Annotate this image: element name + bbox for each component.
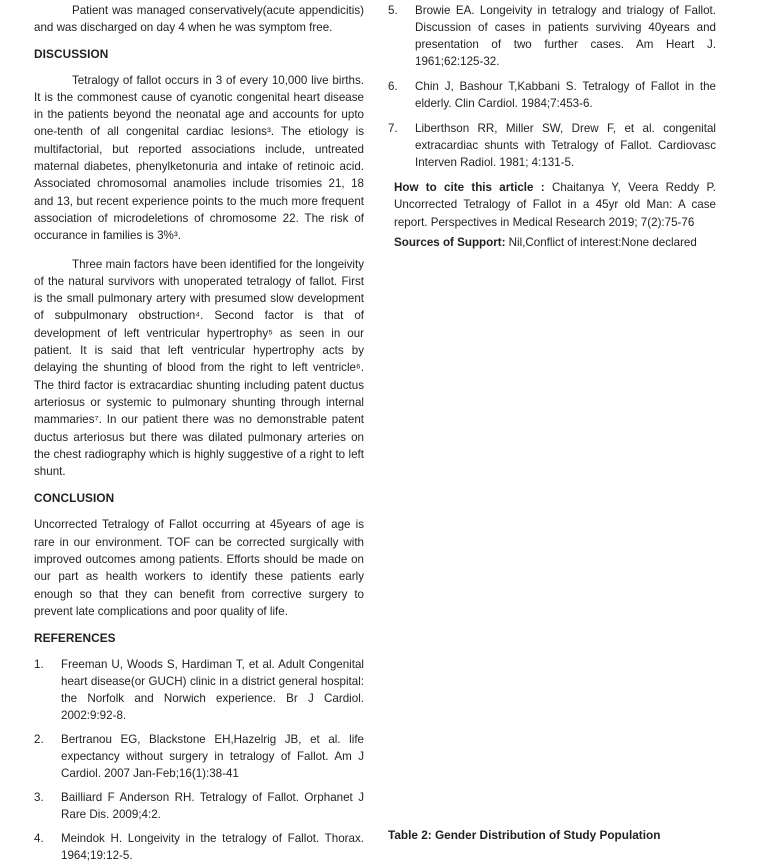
reference-item [388, 2, 716, 70]
intro-paragraph: Patient was managed conservatively(acute appendicitis) and was discharged on day 4 when he was symptom free. [34, 4, 364, 35]
conclusion-heading: CONCLUSION [34, 491, 115, 506]
reference-item [34, 789, 364, 823]
references-list-right [388, 2, 716, 171]
table-caption: Table 2: Gender Distribution of Study Population [388, 828, 661, 842]
reference-item [388, 120, 716, 171]
support-text: Nil,Conflict of interest:None declared [505, 235, 697, 249]
references-list-left [34, 656, 364, 864]
discussion-paragraph-1: Tetralogy of fallot occurs in 3 of every 10,000 live births. It is the commonest cause of cyanotic congenital heart disease in the patients beyond the neonatal age and accounts for upto one-tenth of all congenital cardiac lesions³. The etiology is multifactorial, but reported associations include, untreated maternal diabetes, phenylketonuria and intake of retinoic acid. Associated chromosomal anamolies include trisomies 21, 18 and 13, but recent experience points to the much more frequent association of microdeletions of chromosome 22. The risk of occurance in families is 3%³. [34, 73, 364, 243]
sources-of-support [388, 234, 716, 251]
conclusion-paragraph: Uncorrected Tetralogy of Fallot occurring at 45years of age is rare in our environment. TOF can be corrected surgically with improved outcomes among patients. Efforts should be made on our part as health workers to identify these patients early enough so that they can benefit from corrective surgery to prevent late complications and poor quality of life. [34, 518, 364, 618]
reference-text: Bertranou EG, Blackstone EH,Hazelrig JB, et al. life expectancy without surgery in tetralogy of Fallot. Am J Cardiol. 2007 Jan-Feb;16(1):38-41 [61, 733, 364, 781]
reference-item [34, 830, 364, 864]
reference-text: Freeman U, Woods S, Hardiman T, et al. Adult Congenital heart disease(or GUCH) clinic in a district general hospital: the Norfolk and Norwich experience. Br J Cardiol. 2002:9:92-8. [61, 658, 364, 723]
how-to-cite [388, 179, 716, 231]
reference-number: 5. [388, 4, 398, 17]
reference-text: Chin J, Bashour T,Kabbani S. Tetralogy of Fallot in the elderly. Clin Cardiol. 1984;7:453-6. [415, 80, 716, 110]
reference-text: Meindok H. Longeivity in the tetralogy of Fallot. Thorax. 1964;19:12-5. [61, 832, 364, 863]
references-heading: REFERENCES [34, 631, 116, 646]
reference-number: 6. [388, 80, 398, 93]
reference-item [34, 656, 364, 724]
reference-number: 4. [34, 832, 44, 846]
discussion-heading: DISCUSSION [34, 46, 109, 61]
reference-text: Bailliard F Anderson RH. Tetralogy of Fallot. Orphanet J Rare Dis. 2009;4:2. [61, 791, 364, 822]
discussion-paragraph-2: Three main factors have been identified for the longeivity of the natural survivors with unoperated tetralogy of fallot. First is the small pulmonary artery with presumed slow development of subpulmonary obstruction⁴. Second factor is that of development of left ventricular hypertrophy⁵ as seen in our patient. It is said that left ventricular hypertrophy acts by delaying the shunting of blood from the right to left ventricle⁶. The third factor is extracardiac shunting including patent ductus arteriosus or systemic to pulmonary shunting through internal mammaries⁷. In our patient there was no demonstrable patent ductus arteriosus but there was dilated pulmonary arteries on the chest radiography which is highly suggestive of a right to left shunt. [34, 257, 364, 479]
left-column [34, 0, 364, 864]
reference-item [34, 731, 364, 782]
reference-text: Browie EA. Longeivity in tetralogy and trialogy of Fallot. Discussion of cases in patients surviving 40years and presentation of two further cases. Am Heart J. 1961;62:125-32. [415, 4, 716, 68]
reference-item [388, 78, 716, 112]
how-to-cite-label: How to cite this article : [394, 181, 545, 194]
reference-number: 1. [34, 658, 44, 672]
reference-text: Liberthson RR, Miller SW, Drew F, et al. congenital extracardiac shunts with Tetralogy of Fallot. Cardiovasc Interven Radiol. 1981; 4:131-5. [415, 122, 716, 169]
right-column [388, 0, 716, 251]
reference-number: 7. [388, 122, 398, 135]
reference-number: 2. [34, 733, 44, 747]
reference-number: 3. [34, 791, 44, 805]
how-to-cite-text: Chaitanya Y, Veera Reddy P. Uncorrected Tetralogy of Fallot in a 45yr old Man: A case report. Perspectives in Medical Research 2019; 7(2):75-76 [394, 181, 716, 229]
support-label: Sources of Support: [394, 235, 506, 249]
